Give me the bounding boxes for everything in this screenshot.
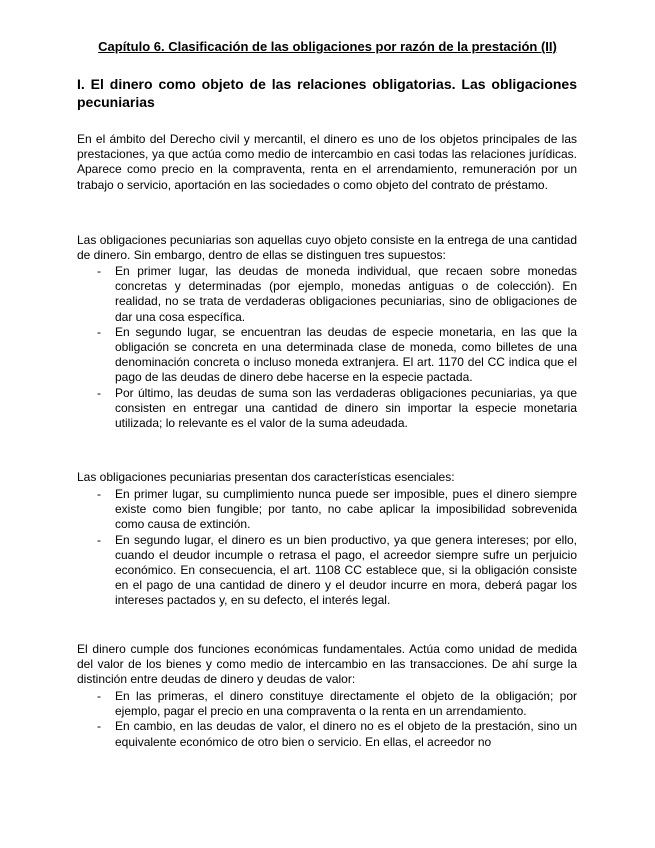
list-caracteristicas — [95, 487, 577, 609]
paragraph-supuestos-intro: Las obligaciones pecuniarias son aquellas cuyo objeto consiste en la entrega de una cantidad de dinero. Sin embargo, dentro de ellas se distinguen tres supuestos: — [77, 233, 577, 263]
list-item-text: - En primer lugar, su cumplimiento nunca puede ser imposible, pues el dinero siempre existe como bien fungible; por tanto, no cabe aplicar la imposibilidad sobrevenida como causa de extinción. — [115, 487, 577, 532]
paragraph-funciones: El dinero cumple dos funciones económicas fundamentales. Actúa como unidad de medida del valor de los bienes y como medio de intercambio en las transacciones. De ahí surge la distinción entre deudas de dinero y deudas de valor: — [77, 642, 577, 687]
chapter-title: Capítulo 6. Clasificación de las obligaciones por razón de la prestación (II) — [98, 39, 557, 54]
list-item-text: - En primer lugar, las deudas de moneda individual, que recaen sobre monedas concretas y determinadas (por ejemplo, monedas antiguas o de colección). En realidad, no se trata de verdaderas obligaciones pecuniarias, sino de obligaciones de dar una cosa específica. — [115, 264, 577, 324]
list-item-text: - Por último, las deudas de suma son las verdaderas obligaciones pecuniarias, ya que consisten en entregar una cantidad de dinero sin importar la especie monetaria utilizada; lo relevante es el valor de la suma adeudada. — [115, 385, 577, 431]
list-item — [95, 689, 577, 719]
list-deudas — [95, 689, 577, 750]
list-item-text: - En segundo lugar, se encuentran las deudas de especie monetaria, en las que la obligación se concreta en una determinada clase de moneda, como billetes de una denominación concreta o incluso moneda extranjera. El art. 1170 del CC indica que el pago de las deudas de dinero debe hacerse en la especie pactada. — [115, 324, 577, 385]
section-heading: I. El dinero como objeto de las relaciones obligatorias. Las obligaciones pecuniarias — [77, 76, 577, 110]
list-item — [95, 386, 577, 432]
list-supuestos — [95, 264, 577, 431]
list-item — [95, 719, 577, 749]
list-item — [95, 487, 577, 533]
paragraph-intro: En el ámbito del Derecho civil y mercantil, el dinero es uno de los objetos principales de las prestaciones, ya que actúa como medio de intercambio en casi todas las relaciones jurídicas. Aparece como precio en la compraventa, renta en el arrendamiento, remuneración por un trabajo o servicio, aportación en las sociedades o como objeto del contrato de préstamo. — [77, 132, 577, 192]
list-item — [95, 325, 577, 386]
list-item-text: - En segundo lugar, el dinero es un bien productivo, ya que genera intereses; por ello, cuando el deudor incumple o retrasa el pago, el acreedor siempre sufre un perjuicio económico. En consecuencia, el art. 1108 CC establece que, si la obligación consiste en el pago de una cantidad de dinero y el deudor incurre en mora, deberá pagar los intereses pactados y, en su defecto, el interés legal. — [115, 532, 577, 608]
paragraph-caracteristicas-intro: Las obligaciones pecuniarias presentan dos características esenciales: — [77, 470, 455, 484]
list-item-text: - En las primeras, el dinero constituye directamente el objeto de la obligación; por ejemplo, pagar el precio en una compraventa o la renta en un arrendamiento. — [115, 689, 577, 719]
list-item-text: - En cambio, en las deudas de valor, el dinero no es el objeto de la prestación, sino un equivalente económico de otro bien o servicio. En ellas, el acreedor no — [115, 719, 577, 749]
list-item — [95, 533, 577, 609]
list-item — [95, 264, 577, 325]
